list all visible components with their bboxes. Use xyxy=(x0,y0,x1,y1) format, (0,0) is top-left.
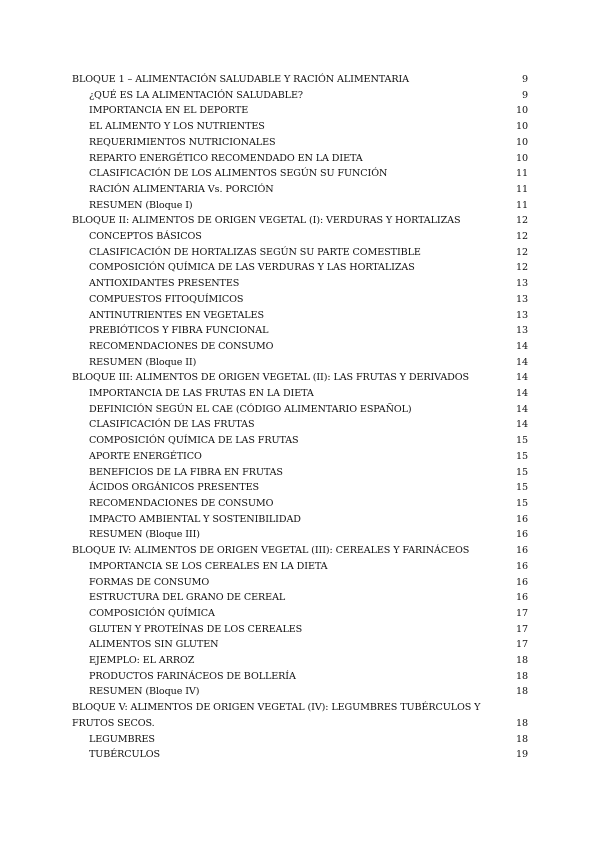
toc-entry-title: BLOQUE II: ALIMENTOS DE ORIGEN VEGETAL (I): VERDURAS Y HORTALIZAS xyxy=(72,215,461,227)
toc-page-number: 18 xyxy=(515,670,528,682)
toc-entry-title: GLUTEN Y PROTEÍNAS DE LOS CEREALES xyxy=(89,623,303,635)
toc-section-entry[interactable] xyxy=(72,543,528,559)
toc-subsection-entry[interactable] xyxy=(72,465,528,481)
toc-subsection-entry[interactable] xyxy=(72,417,528,433)
toc-page-number: 9 xyxy=(521,89,528,101)
toc-page-number: 10 xyxy=(515,105,528,117)
toc-subsection-entry[interactable] xyxy=(72,433,528,449)
toc-subsection-entry[interactable] xyxy=(72,323,528,339)
toc-entry-title: COMPOSICIÓN QUÍMICA DE LAS FRUTAS xyxy=(89,435,299,447)
toc-entry-title: EL ALIMENTO Y LOS NUTRIENTES xyxy=(89,121,265,133)
toc-entry-title: CLASIFICACIÓN DE LOS ALIMENTOS SEGÚN SU FUNCIÓN xyxy=(89,168,388,180)
toc-page-number: 14 xyxy=(515,356,528,368)
toc-entry-title: RESUMEN (Bloque III) xyxy=(89,529,200,541)
toc-page-number: 15 xyxy=(515,435,528,447)
toc-page-number: 9 xyxy=(521,74,528,85)
toc-entry-title: IMPORTANCIA SE LOS CEREALES EN LA DIETA xyxy=(89,560,328,572)
toc-subsection-entry[interactable] xyxy=(72,496,528,512)
toc-subsection-entry[interactable] xyxy=(72,151,528,167)
toc-subsection-entry[interactable] xyxy=(72,119,528,135)
toc-entry-title: REPARTO ENERGÉTICO RECOMENDADO EN LA DIETA xyxy=(89,152,363,164)
toc-entry-title: RECOMENDACIONES DE CONSUMO xyxy=(89,340,274,352)
toc-subsection-entry[interactable] xyxy=(72,386,528,402)
toc-section-entry[interactable] xyxy=(72,213,528,229)
toc-entry-title: EJEMPLO: EL ARROZ xyxy=(89,655,195,667)
toc-entry-title: RESUMEN (Bloque II) xyxy=(89,356,197,368)
toc-page-number: 14 xyxy=(515,388,528,400)
toc-entry-title: TUBÉRCULOS xyxy=(89,749,160,761)
toc-entry-title: COMPOSICIÓN QUÍMICA DE LAS VERDURAS Y LAS HORTALIZAS xyxy=(89,262,415,274)
toc-page-number: 16 xyxy=(515,529,528,541)
toc-subsection-entry[interactable] xyxy=(72,684,528,700)
toc-subsection-entry[interactable] xyxy=(72,182,528,198)
toc-subsection-entry[interactable] xyxy=(72,480,528,496)
table-of-contents xyxy=(72,72,528,763)
toc-entry-title: ÁCIDOS ORGÁNICOS PRESENTES xyxy=(89,482,259,494)
toc-page-number: 10 xyxy=(515,152,528,164)
toc-subsection-entry[interactable] xyxy=(72,88,528,104)
toc-entry-title: REQUERIMIENTOS NUTRICIONALES xyxy=(89,136,276,148)
toc-page-number: 19 xyxy=(515,749,528,761)
toc-page-number: 13 xyxy=(515,278,528,290)
toc-page-number: 18 xyxy=(515,655,528,667)
toc-entry-title: FORMAS DE CONSUMO xyxy=(89,576,210,588)
toc-entry-title: ¿QUÉ ES LA ALIMENTACIÓN SALUDABLE? xyxy=(89,89,303,101)
toc-subsection-entry[interactable] xyxy=(72,622,528,638)
toc-entry-title: RESUMEN (Bloque IV) xyxy=(89,686,200,698)
toc-entry-title: ESTRUCTURA DEL GRANO DE CEREAL xyxy=(89,592,286,604)
toc-page-number: 11 xyxy=(515,168,528,180)
toc-subsection-entry[interactable] xyxy=(72,606,528,622)
toc-subsection-entry[interactable] xyxy=(72,308,528,324)
toc-entry-title: BLOQUE III: ALIMENTOS DE ORIGEN VEGETAL (II): LAS FRUTAS Y DERIVADOS xyxy=(72,372,469,384)
toc-page-number: 13 xyxy=(515,309,528,321)
toc-page-number: 10 xyxy=(515,136,528,148)
toc-section-entry[interactable] xyxy=(72,370,528,386)
toc-entry-title: RESUMEN (Bloque I) xyxy=(89,199,193,211)
toc-page-number: 14 xyxy=(515,419,528,431)
toc-page-number: 12 xyxy=(515,215,528,227)
toc-subsection-entry[interactable] xyxy=(72,653,528,669)
toc-page-number: 15 xyxy=(515,466,528,478)
toc-subsection-entry[interactable] xyxy=(72,732,528,748)
toc-entry-title: COMPOSICIÓN QUÍMICA xyxy=(89,607,215,619)
toc-subsection-entry[interactable] xyxy=(72,449,528,465)
toc-subsection-entry[interactable] xyxy=(72,402,528,418)
toc-page-number: 16 xyxy=(515,576,528,588)
toc-entry-title: BENEFICIOS DE LA FIBRA EN FRUTAS xyxy=(89,466,283,478)
toc-entry-title: ANTIOXIDANTES PRESENTES xyxy=(89,278,240,290)
toc-entry-title: ALIMENTOS SIN GLUTEN xyxy=(89,639,219,651)
toc-page-number: 10 xyxy=(515,121,528,133)
toc-entry-title: CLASIFICACIÓN DE LAS FRUTAS xyxy=(89,419,255,431)
toc-entry-title: RACIÓN ALIMENTARIA Vs. PORCIÓN xyxy=(89,183,274,195)
toc-page-number: 14 xyxy=(515,372,528,384)
toc-subsection-entry[interactable] xyxy=(72,355,528,371)
toc-entry-title: BLOQUE 1 – ALIMENTACIÓN SALUDABLE Y RACIÓN ALIMENTARIA xyxy=(72,74,409,85)
toc-subsection-entry[interactable] xyxy=(72,166,528,182)
toc-entry-title: APORTE ENERGÉTICO xyxy=(89,450,202,462)
toc-entry-title: CONCEPTOS BÁSICOS xyxy=(89,231,202,243)
toc-subsection-entry[interactable] xyxy=(72,527,528,543)
toc-entry-title: ANTINUTRIENTES EN VEGETALES xyxy=(89,309,264,321)
toc-subsection-entry[interactable] xyxy=(72,590,528,606)
toc-subsection-entry[interactable] xyxy=(72,637,528,653)
toc-subsection-entry[interactable] xyxy=(72,747,528,763)
toc-entry-title: BLOQUE IV: ALIMENTOS DE ORIGEN VEGETAL (III): CEREALES Y FARINÁCEOS xyxy=(72,545,470,557)
toc-section-entry[interactable] xyxy=(72,72,528,88)
toc-subsection-entry[interactable] xyxy=(72,135,528,151)
toc-page-number: 16 xyxy=(515,592,528,604)
toc-page-number: 16 xyxy=(515,513,528,525)
toc-page-number: 15 xyxy=(515,482,528,494)
toc-entry-title: IMPORTANCIA DE LAS FRUTAS EN LA DIETA xyxy=(89,388,314,400)
toc-section-entry[interactable] xyxy=(72,700,528,731)
toc-entry-title: BLOQUE V: ALIMENTOS DE ORIGEN VEGETAL (IV): LEGUMBRES TUBÉRCULOS Y FRUTOS SECOS. xyxy=(72,702,481,729)
toc-page-number: 14 xyxy=(515,340,528,352)
toc-page-number: 12 xyxy=(515,262,528,274)
toc-page-number: 12 xyxy=(515,231,528,243)
toc-subsection-entry[interactable] xyxy=(72,292,528,308)
toc-page-number: 17 xyxy=(515,639,528,651)
toc-subsection-entry[interactable] xyxy=(72,260,528,276)
toc-subsection-entry[interactable] xyxy=(72,559,528,575)
toc-subsection-entry[interactable] xyxy=(72,339,528,355)
toc-page-number: 13 xyxy=(515,293,528,305)
toc-entry-title: RECOMENDACIONES DE CONSUMO xyxy=(89,497,274,509)
toc-page-number: 15 xyxy=(515,497,528,509)
toc-subsection-entry[interactable] xyxy=(72,198,528,214)
toc-page-number: 16 xyxy=(515,545,528,557)
toc-page-number: 16 xyxy=(515,560,528,572)
toc-entry-title: IMPORTANCIA EN EL DEPORTE xyxy=(89,105,249,117)
toc-entry-title: PRODUCTOS FARINÁCEOS DE BOLLERÍA xyxy=(89,670,296,682)
toc-page-number: 17 xyxy=(515,607,528,619)
toc-entry-title: DEFINICIÓN SEGÚN EL CAE (CÓDIGO ALIMENTARIO ESPAÑOL) xyxy=(89,403,412,415)
toc-subsection-entry[interactable] xyxy=(72,512,528,528)
toc-page-number: 18 xyxy=(515,717,528,729)
toc-page-number: 17 xyxy=(515,623,528,635)
toc-page-number: 14 xyxy=(515,403,528,415)
toc-subsection-entry[interactable] xyxy=(72,103,528,119)
toc-subsection-entry[interactable] xyxy=(72,245,528,261)
toc-page-number: 18 xyxy=(515,733,528,745)
toc-page-number: 13 xyxy=(515,325,528,337)
toc-page-number: 18 xyxy=(515,686,528,698)
toc-entry-title: PREBIÓTICOS Y FIBRA FUNCIONAL xyxy=(89,325,269,337)
toc-page-number: 12 xyxy=(515,246,528,258)
toc-entry-title: COMPUESTOS FITOQUÍMICOS xyxy=(89,293,244,305)
toc-entry-title: IMPACTO AMBIENTAL Y SOSTENIBILIDAD xyxy=(89,513,301,525)
toc-page-number: 11 xyxy=(515,183,528,195)
toc-page-number: 15 xyxy=(515,450,528,462)
toc-subsection-entry[interactable] xyxy=(72,669,528,685)
toc-subsection-entry[interactable] xyxy=(72,276,528,292)
toc-entry-title: LEGUMBRES xyxy=(89,733,155,745)
toc-subsection-entry[interactable] xyxy=(72,575,528,591)
toc-entry-title: CLASIFICACIÓN DE HORTALIZAS SEGÚN SU PARTE COMESTIBLE xyxy=(89,246,421,258)
toc-subsection-entry[interactable] xyxy=(72,229,528,245)
toc-page-number: 11 xyxy=(515,199,528,211)
